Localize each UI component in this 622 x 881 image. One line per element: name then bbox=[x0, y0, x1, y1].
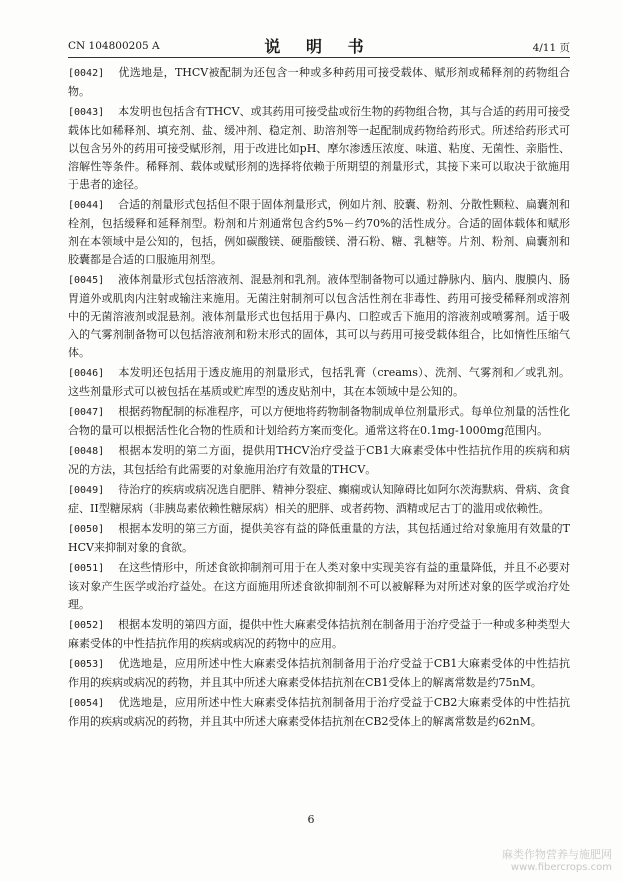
paragraph-text: 优选地是，THCV被配制为还包含一种或多种药用可接受载体、赋形剂或稀释剂的药物组合物。 bbox=[68, 66, 570, 98]
paragraph-number: [0044] bbox=[68, 200, 105, 211]
paragraph-text: 待治疗的疾病或病况选自肥胖、精神分裂症、癫痫或认知障碍比如阿尔茨海默病、骨病、贪食症、II型糖尿病（非胰岛素依赖性糖尿病）相关的肥胖、或者药物、酒精或尼古丁的滥用或依赖性。 bbox=[68, 483, 570, 515]
paragraph-text: 本发明也包括含有THCV、或其药用可接受盐或衍生物的药物组合物，其与合适的药用可接受载体比如稀释剂、填充剂、盐、缓冲剂、稳定剂、助溶剂等一起配制成药物给药形式。所述给药形式可以包含另外的药用可接受赋形剂，用于改进比如pH、摩尔渗透压浓度、味道、粘度、无菌性、亲脂性、溶解性等条件。稀释剂、载体或赋形剂的选择将依赖于所期望的剂量形式，其接下来可以取决于欲施用于患者的途径。 bbox=[68, 105, 570, 191]
document-body bbox=[68, 64, 570, 733]
paragraph-number: [0051] bbox=[68, 563, 105, 574]
paragraph-text: 优选地是，应用所述中性大麻素受体拮抗剂制备用于治疗受益于CB1大麻素受体的中性拮抗作用的疾病或病况的药物，并且其中所述大麻素受体拮抗剂在CB1受体上的解离常数是约75nM。 bbox=[68, 657, 570, 689]
paragraph-number: [0042] bbox=[68, 68, 105, 79]
paragraph-0051 bbox=[68, 559, 570, 614]
paragraph-number: [0050] bbox=[68, 524, 105, 535]
paragraph-text: 液体剂量形式包括溶液剂、混悬剂和乳剂。液体型制备物可以通过静脉内、脑内、腹膜内、肠胃道外或肌肉内注射或输注来施用。无菌注射制剂可以包含活性剂在非毒性、药用可接受稀释剂或溶剂中的无菌溶液剂或混悬剂。液体剂量形式也包括用于鼻内、口腔或舌下施用的溶液剂或喷雾剂。适于吸入的气雾剂制备物可以包括溶液剂和粉末形式的固体，其可以与药用可接受载体组合，比如惰性压缩气体。 bbox=[68, 273, 570, 359]
paragraph-0054 bbox=[68, 694, 570, 731]
paragraph-text: 在这些情形中，所述食欲抑制剂可用于在人类对象中实现美容有益的重量降低，并且不必要对该对象产生医学或治疗益处。在这方面施用所述食欲抑制剂不可以被解释为对所述对象的医学或治疗处理。 bbox=[68, 561, 570, 611]
paragraph-text: 根据本发明的第四方面，提供中性大麻素受体拮抗剂在制备用于治疗受益于一种或多种类型大麻素受体的中性拮抗作用的疾病或病况的药物中的应用。 bbox=[68, 618, 570, 650]
page-number: 6 bbox=[307, 813, 315, 826]
patent-number: CN 104800205 A bbox=[68, 40, 160, 52]
paragraph-number: [0054] bbox=[68, 698, 105, 709]
paragraph-number: [0043] bbox=[68, 107, 105, 118]
page-counter: 4/11 页 bbox=[532, 42, 570, 54]
paragraph-0043 bbox=[68, 103, 570, 194]
paragraph-text: 根据本发明的第二方面，提供用THCV治疗受益于CB1大麻素受体中性拮抗作用的疾病和病况的方法，其包括给有此需要的对象施用治疗有效量的THCV。 bbox=[68, 444, 570, 476]
paragraph-0050 bbox=[68, 520, 570, 557]
paragraph-number: [0052] bbox=[68, 620, 105, 631]
paragraph-0042 bbox=[68, 64, 570, 101]
paragraph-text: 根据药物配制的标准程序，可以方便地将药物制备物制成单位剂量形式。每单位剂量的活性化合物的量可以根据活性化合物的性质和计划给药方案而变化。通常这将在0.1mg-1000mg范围内。 bbox=[68, 405, 570, 437]
paragraph-number: [0053] bbox=[68, 659, 105, 670]
paragraph-0048 bbox=[68, 442, 570, 479]
watermark bbox=[502, 846, 612, 873]
paragraph-text: 根据本发明的第三方面，提供美容有益的降低重量的方法，其包括通过给对象施用有效量的THCV来抑制对象的食欲。 bbox=[68, 522, 570, 554]
paragraph-0053 bbox=[68, 655, 570, 692]
paragraph-0047 bbox=[68, 403, 570, 440]
paragraph-0052 bbox=[68, 616, 570, 653]
paragraph-text: 本发明还包括用于透皮施用的剂量形式，包括乳膏（creams）、洗剂、气雾剂和／或乳剂。这些剂量形式可以被包括在基质或贮库型的透皮贴剂中，其在本领域中是公知的。 bbox=[68, 366, 570, 398]
paragraph-0046 bbox=[68, 364, 570, 401]
paragraph-number: [0048] bbox=[68, 446, 105, 457]
header-rule bbox=[68, 57, 570, 58]
paragraph-text: 合适的剂量形式包括但不限于固体剂量形式，例如片剂、胶囊、粉剂、分散性颗粒、扁囊剂和栓剂，包括缓释和延释剂型。粉剂和片剂通常包含约5%－约70%的活性成分。合适的固体载体和赋形剂在本领域中是公知的，包括，例如碳酸镁、硬脂酸镁、滑石粉、糖、乳糖等。片剂、粉剂、扁囊剂和胶囊都是合适的口服施用剂型。 bbox=[68, 198, 570, 266]
watermark-url: www.fibercrops.com bbox=[510, 862, 612, 873]
document-title: 说 明 书 bbox=[264, 37, 374, 56]
paragraph-0045 bbox=[68, 271, 570, 362]
paragraph-0049 bbox=[68, 481, 570, 518]
watermark-site-name: 麻类作物营养与施肥网 bbox=[502, 848, 612, 861]
paragraph-number: [0047] bbox=[68, 407, 105, 418]
page-header bbox=[68, 34, 570, 56]
paragraph-text: 优选地是，应用所述中性大麻素受体拮抗剂制备用于治疗受益于CB2大麻素受体的中性拮抗作用的疾病或病况的药物，并且其中所述大麻素受体拮抗剂在CB2受体上的解离常数是约62nM。 bbox=[68, 696, 570, 728]
paragraph-number: [0046] bbox=[68, 368, 105, 379]
paragraph-number: [0045] bbox=[68, 275, 105, 286]
paragraph-0044 bbox=[68, 196, 570, 269]
paragraph-number: [0049] bbox=[68, 485, 105, 496]
